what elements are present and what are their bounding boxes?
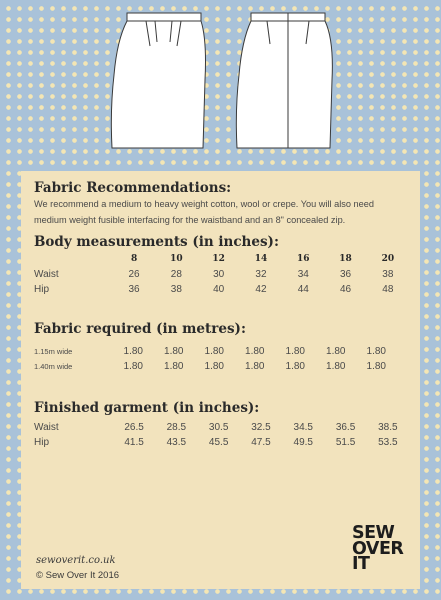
table-cell: 42 [255, 283, 267, 295]
logo-line: IT [352, 554, 370, 574]
finished-hip-row [34, 435, 409, 449]
body-measurements-heading: Body measurements (in inches): [34, 234, 279, 250]
table-cell: 30.5 [208, 421, 229, 433]
brand-logo [352, 523, 412, 574]
fabric-140-row [34, 359, 409, 373]
table-cell: 43.5 [166, 436, 187, 448]
table-cell: 51.5 [335, 436, 356, 448]
size-label: 8 [130, 254, 138, 264]
row-label: 1.15m wide [34, 346, 73, 356]
table-cell: 1.80 [245, 360, 265, 372]
logo-line: SEW [352, 523, 395, 543]
info-panel [21, 171, 420, 589]
table-cell: 1.80 [245, 345, 265, 357]
body-waist-row [34, 267, 409, 281]
logo-line: OVER [352, 538, 404, 559]
table-cell: 28.5 [166, 421, 187, 433]
skirt-illustrations [0, 0, 441, 160]
table-cell: 34 [297, 268, 309, 280]
skirt-front-drawing [111, 13, 205, 148]
row-label: 1.40m wide [34, 361, 73, 371]
table-cell: 28 [170, 268, 182, 280]
table-cell: 48 [382, 283, 394, 295]
table-cell: 32 [255, 268, 267, 280]
table-cell: 36 [128, 283, 140, 295]
table-cell: 1.80 [285, 345, 305, 357]
table-cell: 47.5 [251, 436, 271, 448]
table-cell: 46 [339, 283, 352, 295]
table-cell: 45.5 [208, 436, 229, 448]
row-label: Waist [34, 421, 59, 433]
table-cell: 44 [297, 283, 309, 295]
table-cell: 40 [213, 283, 225, 295]
table-cell: 1.80 [204, 360, 224, 372]
table-cell: 38.5 [378, 421, 398, 433]
table-cell: 1.80 [326, 360, 346, 372]
size-label: 20 [381, 254, 395, 264]
table-cell: 1.80 [366, 345, 386, 357]
skirt-back-drawing [236, 13, 332, 148]
row-label: Hip [34, 436, 50, 448]
table-cell: 36.5 [335, 421, 356, 433]
table-cell: 41.5 [124, 436, 144, 448]
website-link[interactable]: sewoverit.co.uk [36, 555, 116, 566]
size-label: 16 [296, 254, 310, 264]
table-cell: 49.5 [293, 436, 313, 448]
table-cell: 53.5 [378, 436, 398, 448]
table-cell: 1.80 [326, 345, 346, 357]
finished-waist-row [34, 420, 409, 434]
table-cell: 36 [339, 268, 352, 280]
table-cell: 26.5 [124, 421, 144, 433]
table-cell: 1.80 [285, 360, 305, 372]
table-cell: 32.5 [251, 421, 271, 433]
table-cell: 1.80 [204, 345, 224, 357]
table-cell: 1.80 [123, 360, 143, 372]
table-cell: 38 [170, 283, 182, 295]
size-label: 14 [254, 254, 268, 264]
fabric-recommendations-heading: Fabric Recommendations: [34, 180, 232, 196]
table-cell: 1.80 [123, 345, 143, 357]
copyright-text: © Sew Over It 2016 [36, 570, 120, 581]
table-cell: 30 [213, 268, 225, 280]
finished-garment-heading: Finished garment (in inches): [34, 400, 260, 416]
row-label: Hip [34, 283, 50, 295]
table-cell: 26 [128, 268, 140, 280]
table-cell: 1.80 [366, 360, 386, 372]
size-label: 10 [170, 254, 183, 264]
row-label: Waist [34, 268, 59, 280]
fabric-115-row [34, 344, 409, 358]
size-header-row [34, 252, 409, 266]
table-cell: 38 [382, 268, 394, 280]
table-cell: 34.5 [293, 421, 313, 433]
size-label: 12 [212, 254, 225, 264]
fabric-recommendations-text: We recommend a medium to heavy weight cotton, wool or crepe. You will also need medium weight fusible interfacing for the waistband and an 8" concealed zip. [34, 199, 374, 225]
table-cell: 1.80 [164, 360, 184, 372]
fabric-required-heading: Fabric required (in metres): [34, 321, 246, 337]
table-cell: 1.80 [164, 345, 184, 357]
body-hip-row [34, 282, 409, 296]
size-label: 18 [339, 254, 352, 264]
